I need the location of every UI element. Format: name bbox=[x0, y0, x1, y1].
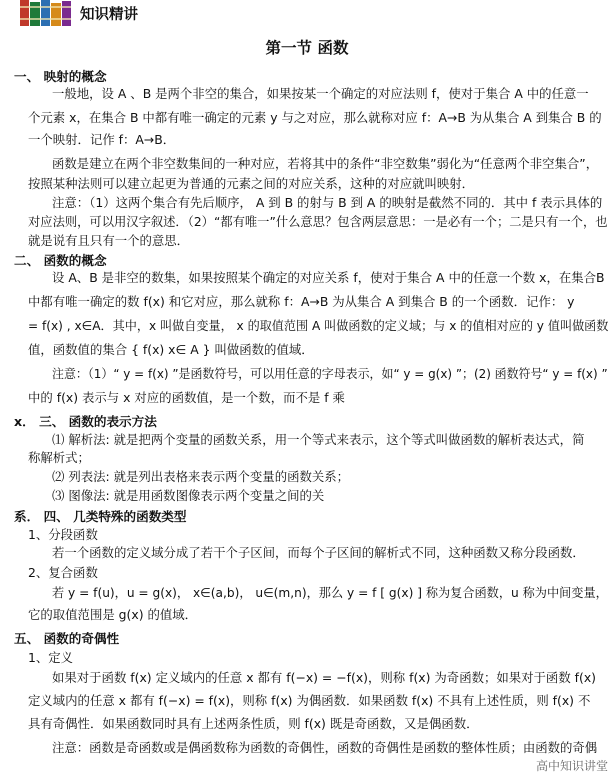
paragraph-line: 若一个函数的定义域分成了若干个子区间，而每个子区间的解析式不同，这种函数又称分段函数． bbox=[52, 545, 585, 560]
page-title: 第一节 函数 bbox=[265, 39, 349, 57]
books-logo-icon bbox=[2, 0, 74, 26]
paragraph-line: 中都有唯一确定的数 f(x) 和它对应，那么就称 f：A→B 为从集合 A 到集合 B 的一个函数．记作： y bbox=[28, 294, 575, 309]
paragraph-line: 定义域内的任意 x 都有 f(−x) = f(x)，则称 f(x) 为偶函数．如果函数 f(x) 不具有上述性质，则 f(x) 不 bbox=[28, 693, 591, 708]
section-banner-title: 知识精讲 bbox=[80, 7, 138, 23]
section-heading-representation: x． 三、 函数的表示方法 bbox=[14, 414, 157, 429]
note-line: 注意：（1）“ y = f(x) ”是函数符号，可以用任意的字母表示，如“ y = g(x) ”；(2) 函数符号“ y = f(x) ” bbox=[52, 366, 608, 381]
paragraph-line: = f(x) , x∈A．其中，x 叫做自变量， x 的取值范围 A 叫做函数的定义域；与 x 的值相对应的 y 值叫做函数 bbox=[28, 318, 609, 333]
subsection-heading: 2、复合函数 bbox=[28, 565, 98, 580]
note-line: 中的 f(x) 表示与 x 对应的函数值，是一个数，而不是 f 乘 bbox=[28, 390, 345, 405]
subsection-heading: 1、定义 bbox=[28, 650, 74, 665]
paragraph-line: 按照某种法则可以建立起更为普通的元素之间的对应关系，这种的对应就叫映射． bbox=[28, 176, 475, 191]
paragraph-line: 设 A、B 是非空的数集，如果按照某个确定的对应关系 f，使对于集合 A 中的任意一个数 x，在集合B bbox=[52, 270, 605, 285]
paragraph-line: 一个映射．记作 f：A→B． bbox=[28, 132, 176, 147]
subsection-heading: 1、分段函数 bbox=[28, 527, 98, 542]
note-line: 注意：函数是奇函数或是偶函数称为函数的奇偶性，函数的奇偶性是函数的整体性质；由函数的奇偶 bbox=[52, 740, 598, 755]
list-item: 称解析式； bbox=[28, 450, 90, 465]
note-line: 对应法则，可以用汉字叙述．（2）“都有唯一”什么意思？包含两层意思：一是必有一个；二是只有一个，也 bbox=[28, 214, 608, 229]
list-item: ⑵ 列表法: 就是列出表格来表示两个变量的函数关系； bbox=[52, 469, 350, 484]
paragraph-line: 如果对于函数 f(x) 定义域内的任意 x 都有 f(−x) = −f(x)，则称 f(x) 为奇函数；如果对于函数 f(x) bbox=[52, 670, 597, 685]
paragraph-line: 具有奇偶性．如果函数同时具有上述两条性质，则 f(x) 既是奇函数，又是偶函数． bbox=[28, 716, 479, 731]
section-heading-mapping: 一、 映射的概念 bbox=[14, 69, 107, 84]
paragraph-line: 若 y = f(u)，u = g(x)， x∈(a,b)， u∈(m,n)，那么 y = f [ g(x) ] 称为复合函数，u 称为中间变量， bbox=[52, 585, 608, 600]
section-heading-parity: 五、 函数的奇偶性 bbox=[14, 631, 120, 646]
section-heading-function: 二、 函数的概念 bbox=[14, 253, 107, 268]
watermark-text: 高中知识讲堂 bbox=[535, 759, 608, 773]
list-item: ⑶ 图像法: 就是用函数图像表示两个变量之间的关 bbox=[52, 488, 325, 503]
paragraph-line: 函数是建立在两个非空数集间的一种对应，若将其中的条件“非空数集”弱化为“任意两个非空集合”， bbox=[52, 156, 599, 171]
section-heading-special-types: 系． 四、 几类特殊的函数类型 bbox=[14, 509, 187, 524]
paragraph-line: 一般地，设 A 、B 是两个非空的集合，如果按某一个确定的对应法则 f，使对于集合 A 中的任意一 bbox=[52, 86, 589, 101]
paragraph-line: 个元素 x，在集合 B 中都有唯一确定的元素 y 与之对应，那么就称对应 f：A→B 为从集合 A 到集合 B 的 bbox=[28, 110, 602, 125]
paragraph-line: 值，函数值的集合 { f(x) x∈ A } 叫做函数的值域． bbox=[28, 342, 314, 357]
paragraph-line: 它的取值范围是 g(x) 的值域． bbox=[28, 607, 198, 622]
note-line: 就是说有且只有一个的意思． bbox=[28, 233, 190, 248]
list-item: ⑴ 解析法: 就是把两个变量的函数关系，用一个等式来表示，这个等式叫做函数的解析表达式，简 bbox=[52, 432, 585, 447]
note-line: 注意：（1）这两个集合有先后顺序， A 到 B 的射与 B 到 A 的映射是截然不同的．其中 f 表示具体的 bbox=[52, 195, 603, 210]
